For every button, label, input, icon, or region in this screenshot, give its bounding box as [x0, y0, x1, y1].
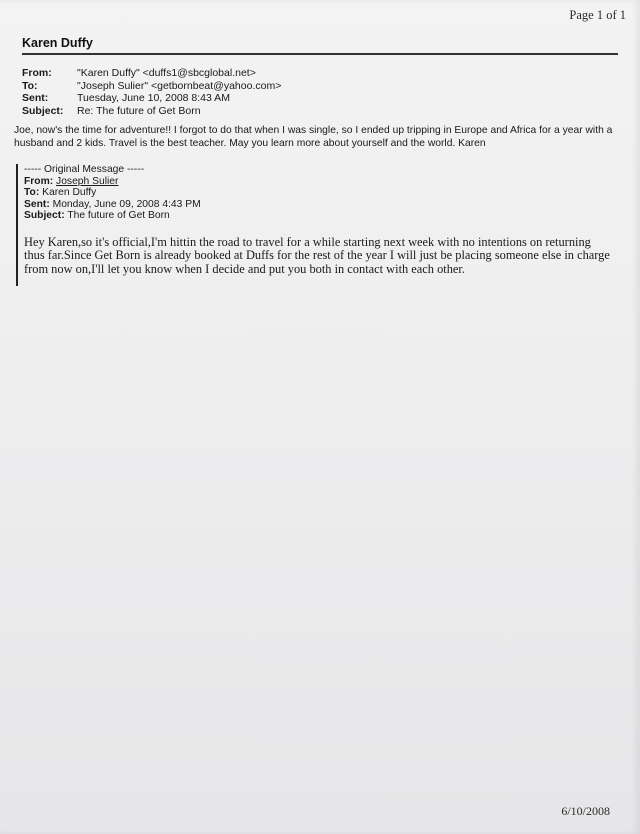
header-to-row — [22, 80, 281, 93]
header-to-value: "Joseph Sulier" <getbornbeat@yahoo.com> — [77, 79, 282, 92]
original-to-label: To: — [24, 187, 40, 198]
original-sent-value: Monday, June 09, 2008 4:43 PM — [52, 198, 201, 210]
page-number: Page 1 of 1 — [569, 8, 626, 22]
header-subject-row — [22, 105, 281, 118]
original-from-label: From: — [24, 175, 54, 187]
email-headers — [22, 67, 281, 117]
original-from-link[interactable]: Joseph Sulier — [56, 175, 119, 187]
header-to-label: To: — [22, 79, 38, 92]
header-sent-label: Sent: — [22, 92, 49, 104]
original-subject-label: Subject: — [24, 210, 65, 221]
original-subject-row — [24, 210, 616, 222]
header-subject-label: Subject: — [22, 104, 64, 117]
original-sent-row — [24, 199, 616, 211]
header-from-row — [22, 67, 281, 80]
original-divider: ----- Original Message ----- — [24, 164, 145, 175]
original-body-text: Hey Karen,so it's official,I'm hittin the road to travel for a while starting next week with no intentions on returning thus far.Since Get Born is already booked at Duffs for the rest of the year I will just be placing someone else in charge from now on,I'll let you know when I decide and put you both in contact with each other. — [24, 234, 610, 276]
quoted-original-message — [16, 164, 616, 286]
header-from-value: "Karen Duffy" <duffs1@sbcglobal.net> — [77, 67, 256, 79]
header-from-label: From: — [22, 67, 52, 79]
header-subject-value: Re: The future of Get Born — [77, 104, 201, 117]
original-to-value: Karen Duffy — [42, 187, 97, 198]
original-to-row — [24, 187, 616, 199]
reply-body-text: Joe, now's the time for adventure!! I forgot to do that when I was single, so I ended up tripping in Europe and Africa for a year with a husband and 2 kids. Travel is the best teacher. May you learn more about yourself and the world. Karen — [14, 125, 613, 149]
sender-name-heading: Karen Duffy — [22, 36, 93, 50]
footer-date: 6/10/2008 — [561, 804, 610, 818]
original-from-row — [24, 176, 616, 188]
original-sent-label: Sent: — [24, 198, 50, 210]
original-headers — [24, 164, 616, 222]
header-sent-value: Tuesday, June 10, 2008 8:43 AM — [77, 92, 230, 104]
original-subject-value: The future of Get Born — [67, 210, 170, 221]
heading-divider — [22, 53, 618, 55]
header-sent-row — [22, 92, 281, 105]
